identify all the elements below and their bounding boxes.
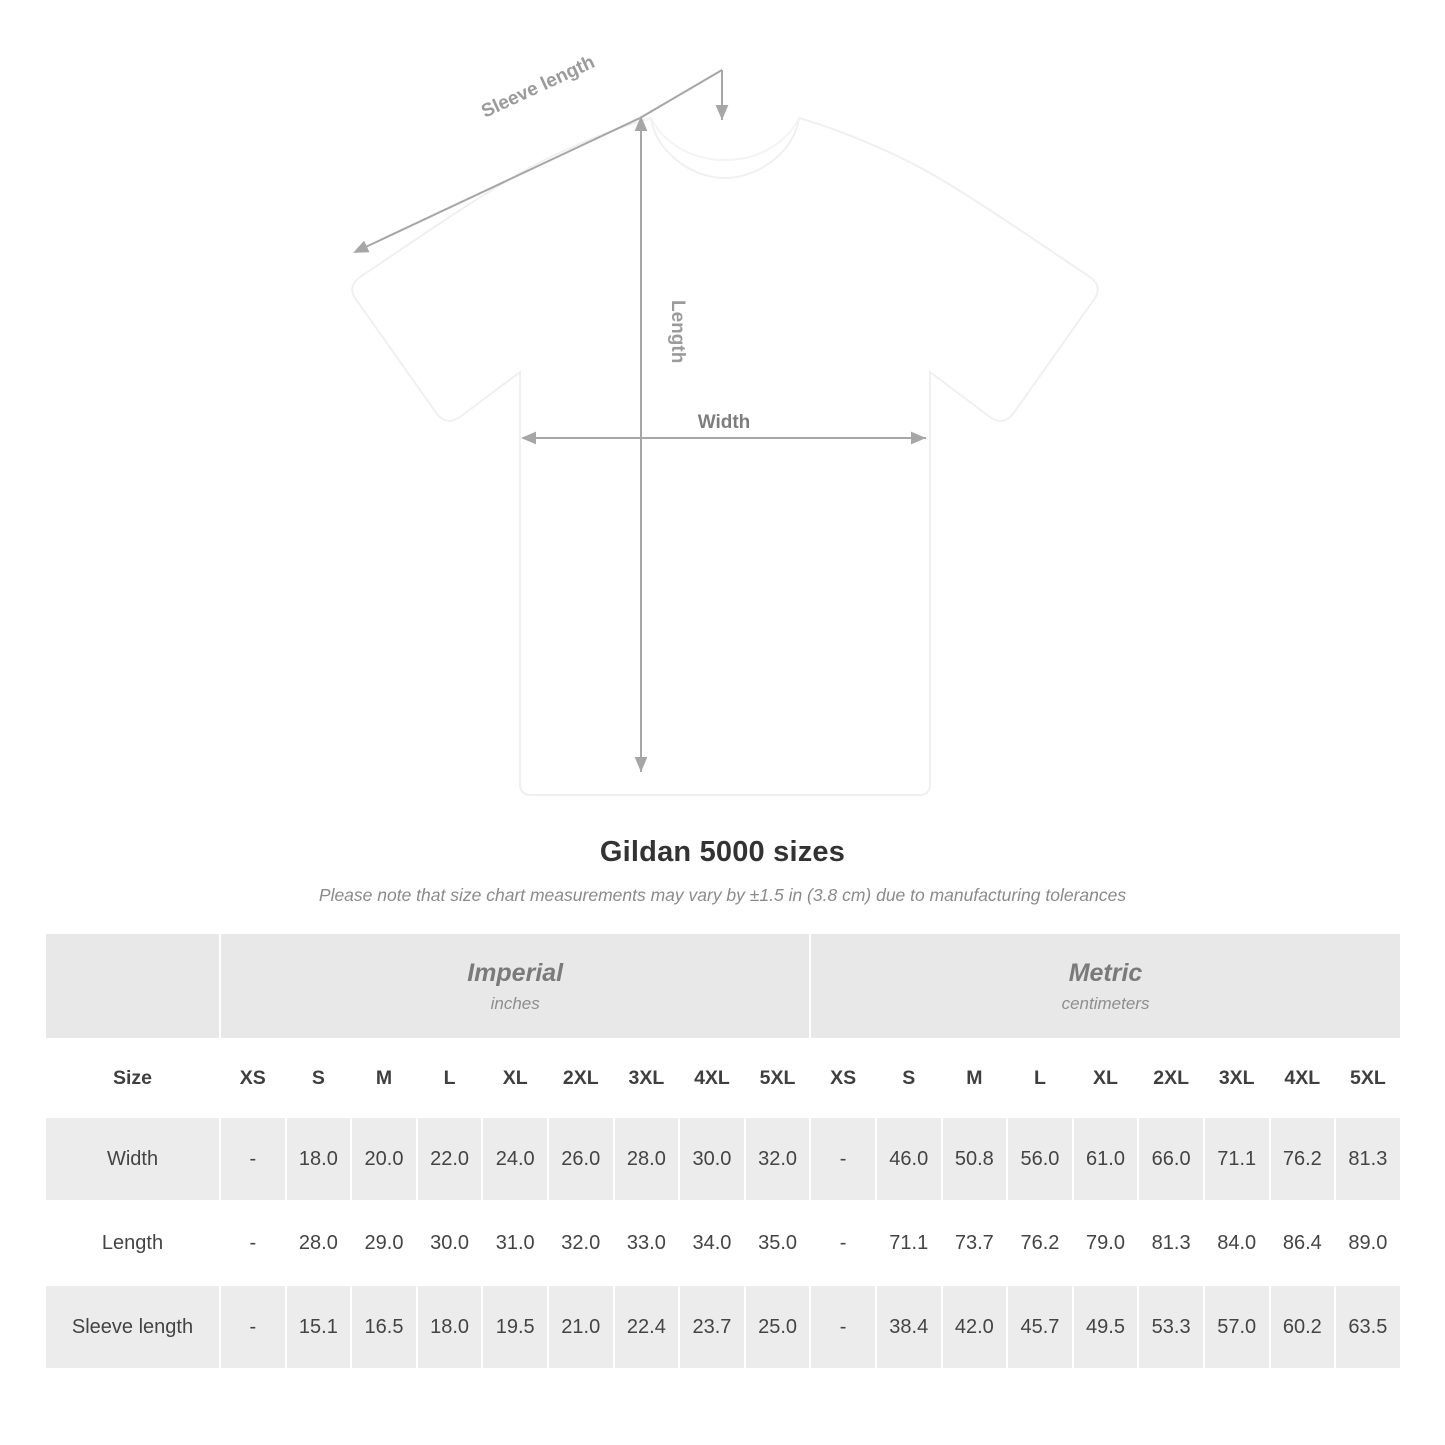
sleeve-length-label: Sleeve length	[478, 51, 599, 123]
cell-length-imperial-4xl: 34.0	[679, 1201, 745, 1285]
row-label-sleeve-length: Sleeve length	[45, 1285, 220, 1369]
cell-length-imperial-l: 30.0	[417, 1201, 483, 1285]
cell-length-imperial-s: 28.0	[286, 1201, 352, 1285]
unit-sub-metric: centimeters	[1061, 994, 1150, 1013]
cell-sleeve-metric-xl: 49.5	[1073, 1285, 1139, 1369]
cell-length-metric-xl: 79.0	[1073, 1201, 1139, 1285]
cell-length-metric-l: 76.2	[1007, 1201, 1073, 1285]
cell-width-metric-l: 56.0	[1007, 1117, 1073, 1201]
length-label: Length	[667, 300, 688, 364]
cell-sleeve-imperial-2xl: 21.0	[548, 1285, 614, 1369]
size-cell-metric-2xl: 2XL	[1138, 1039, 1204, 1117]
size-cell-metric-4xl: 4XL	[1270, 1039, 1336, 1117]
cell-sleeve-imperial-xs: -	[220, 1285, 286, 1369]
cell-sleeve-metric-5xl: 63.5	[1335, 1285, 1401, 1369]
cell-width-imperial-xs: -	[220, 1117, 286, 1201]
size-cell-imperial-m: M	[351, 1039, 417, 1117]
size-cell-metric-xs: XS	[810, 1039, 876, 1117]
table-row	[45, 1201, 1401, 1285]
row-label-width: Width	[45, 1117, 220, 1201]
cell-sleeve-imperial-s: 15.1	[286, 1285, 352, 1369]
size-table-wrap	[44, 932, 1401, 1370]
cell-width-metric-xl: 61.0	[1073, 1117, 1139, 1201]
size-cell-imperial-2xl: 2XL	[548, 1039, 614, 1117]
cell-length-imperial-xl: 31.0	[482, 1201, 548, 1285]
cell-width-metric-2xl: 66.0	[1138, 1117, 1204, 1201]
size-header-row	[45, 1039, 1401, 1117]
cell-sleeve-imperial-3xl: 22.4	[614, 1285, 680, 1369]
page-title: Gildan 5000 sizes	[599, 836, 846, 868]
cell-width-metric-m: 50.8	[942, 1117, 1008, 1201]
cell-sleeve-metric-3xl: 57.0	[1204, 1285, 1270, 1369]
cell-width-imperial-3xl: 28.0	[614, 1117, 680, 1201]
title-block	[0, 836, 1445, 906]
table-row	[45, 1117, 1401, 1201]
size-cell-metric-l: L	[1007, 1039, 1073, 1117]
cell-length-metric-m: 73.7	[942, 1201, 1008, 1285]
size-cell-imperial-s: S	[286, 1039, 352, 1117]
cell-width-imperial-s: 18.0	[286, 1117, 352, 1201]
unit-name-metric: Metric	[1068, 959, 1143, 987]
cell-length-metric-xs: -	[810, 1201, 876, 1285]
size-cell-imperial-3xl: 3XL	[614, 1039, 680, 1117]
cell-width-metric-s: 46.0	[876, 1117, 942, 1201]
unit-sub-imperial: inches	[490, 994, 540, 1013]
cell-length-metric-2xl: 81.3	[1138, 1201, 1204, 1285]
cell-sleeve-imperial-m: 16.5	[351, 1285, 417, 1369]
cell-sleeve-metric-4xl: 60.2	[1270, 1285, 1336, 1369]
size-cell-imperial-xs: XS	[220, 1039, 286, 1117]
cell-length-imperial-5xl: 35.0	[745, 1201, 811, 1285]
cell-width-metric-3xl: 71.1	[1204, 1117, 1270, 1201]
cell-width-imperial-4xl: 30.0	[679, 1117, 745, 1201]
cell-width-imperial-5xl: 32.0	[745, 1117, 811, 1201]
size-cell-metric-s: S	[876, 1039, 942, 1117]
cell-length-imperial-xs: -	[220, 1201, 286, 1285]
cell-sleeve-imperial-xl: 19.5	[482, 1285, 548, 1369]
size-cell-metric-xl: XL	[1073, 1039, 1139, 1117]
size-cell-imperial-4xl: 4XL	[679, 1039, 745, 1117]
size-cell-imperial-xl: XL	[482, 1039, 548, 1117]
size-cell-imperial-l: L	[417, 1039, 483, 1117]
cell-sleeve-metric-xs: -	[810, 1285, 876, 1369]
unit-header-metric	[810, 933, 1400, 1039]
cell-sleeve-metric-2xl: 53.3	[1138, 1285, 1204, 1369]
cell-sleeve-imperial-l: 18.0	[417, 1285, 483, 1369]
table-row	[45, 1285, 1401, 1369]
cell-length-imperial-2xl: 32.0	[548, 1201, 614, 1285]
cell-length-metric-4xl: 86.4	[1270, 1201, 1336, 1285]
unit-header-spacer	[45, 933, 220, 1039]
cell-length-imperial-3xl: 33.0	[614, 1201, 680, 1285]
size-label: Size	[45, 1039, 220, 1117]
unit-header-row	[45, 933, 1401, 1039]
size-cell-metric-5xl: 5XL	[1335, 1039, 1401, 1117]
cell-width-imperial-xl: 24.0	[482, 1117, 548, 1201]
cell-sleeve-metric-s: 38.4	[876, 1285, 942, 1369]
tolerance-note: Please note that size chart measurements may vary by ±1.5 in (3.8 cm) due to manufacturing tolerances	[318, 885, 1127, 905]
cell-width-imperial-2xl: 26.0	[548, 1117, 614, 1201]
size-table	[44, 932, 1402, 1370]
cell-sleeve-metric-m: 42.0	[942, 1285, 1008, 1369]
cell-sleeve-imperial-5xl: 25.0	[745, 1285, 811, 1369]
cell-sleeve-metric-l: 45.7	[1007, 1285, 1073, 1369]
size-cell-metric-m: M	[942, 1039, 1008, 1117]
unit-name-imperial: Imperial	[467, 959, 564, 987]
cell-width-imperial-l: 22.0	[417, 1117, 483, 1201]
size-cell-imperial-5xl: 5XL	[745, 1039, 811, 1117]
tshirt-shape	[352, 118, 1097, 795]
cell-length-metric-3xl: 84.0	[1204, 1201, 1270, 1285]
cell-width-imperial-m: 20.0	[351, 1117, 417, 1201]
cell-sleeve-imperial-4xl: 23.7	[679, 1285, 745, 1369]
cell-length-metric-5xl: 89.0	[1335, 1201, 1401, 1285]
cell-width-metric-xs: -	[810, 1117, 876, 1201]
cell-length-metric-s: 71.1	[876, 1201, 942, 1285]
row-label-length: Length	[45, 1201, 220, 1285]
size-cell-metric-3xl: 3XL	[1204, 1039, 1270, 1117]
width-label: Width	[697, 412, 751, 433]
cell-width-metric-5xl: 81.3	[1335, 1117, 1401, 1201]
unit-header-imperial	[220, 933, 810, 1039]
cell-length-imperial-m: 29.0	[351, 1201, 417, 1285]
cell-width-metric-4xl: 76.2	[1270, 1117, 1336, 1201]
